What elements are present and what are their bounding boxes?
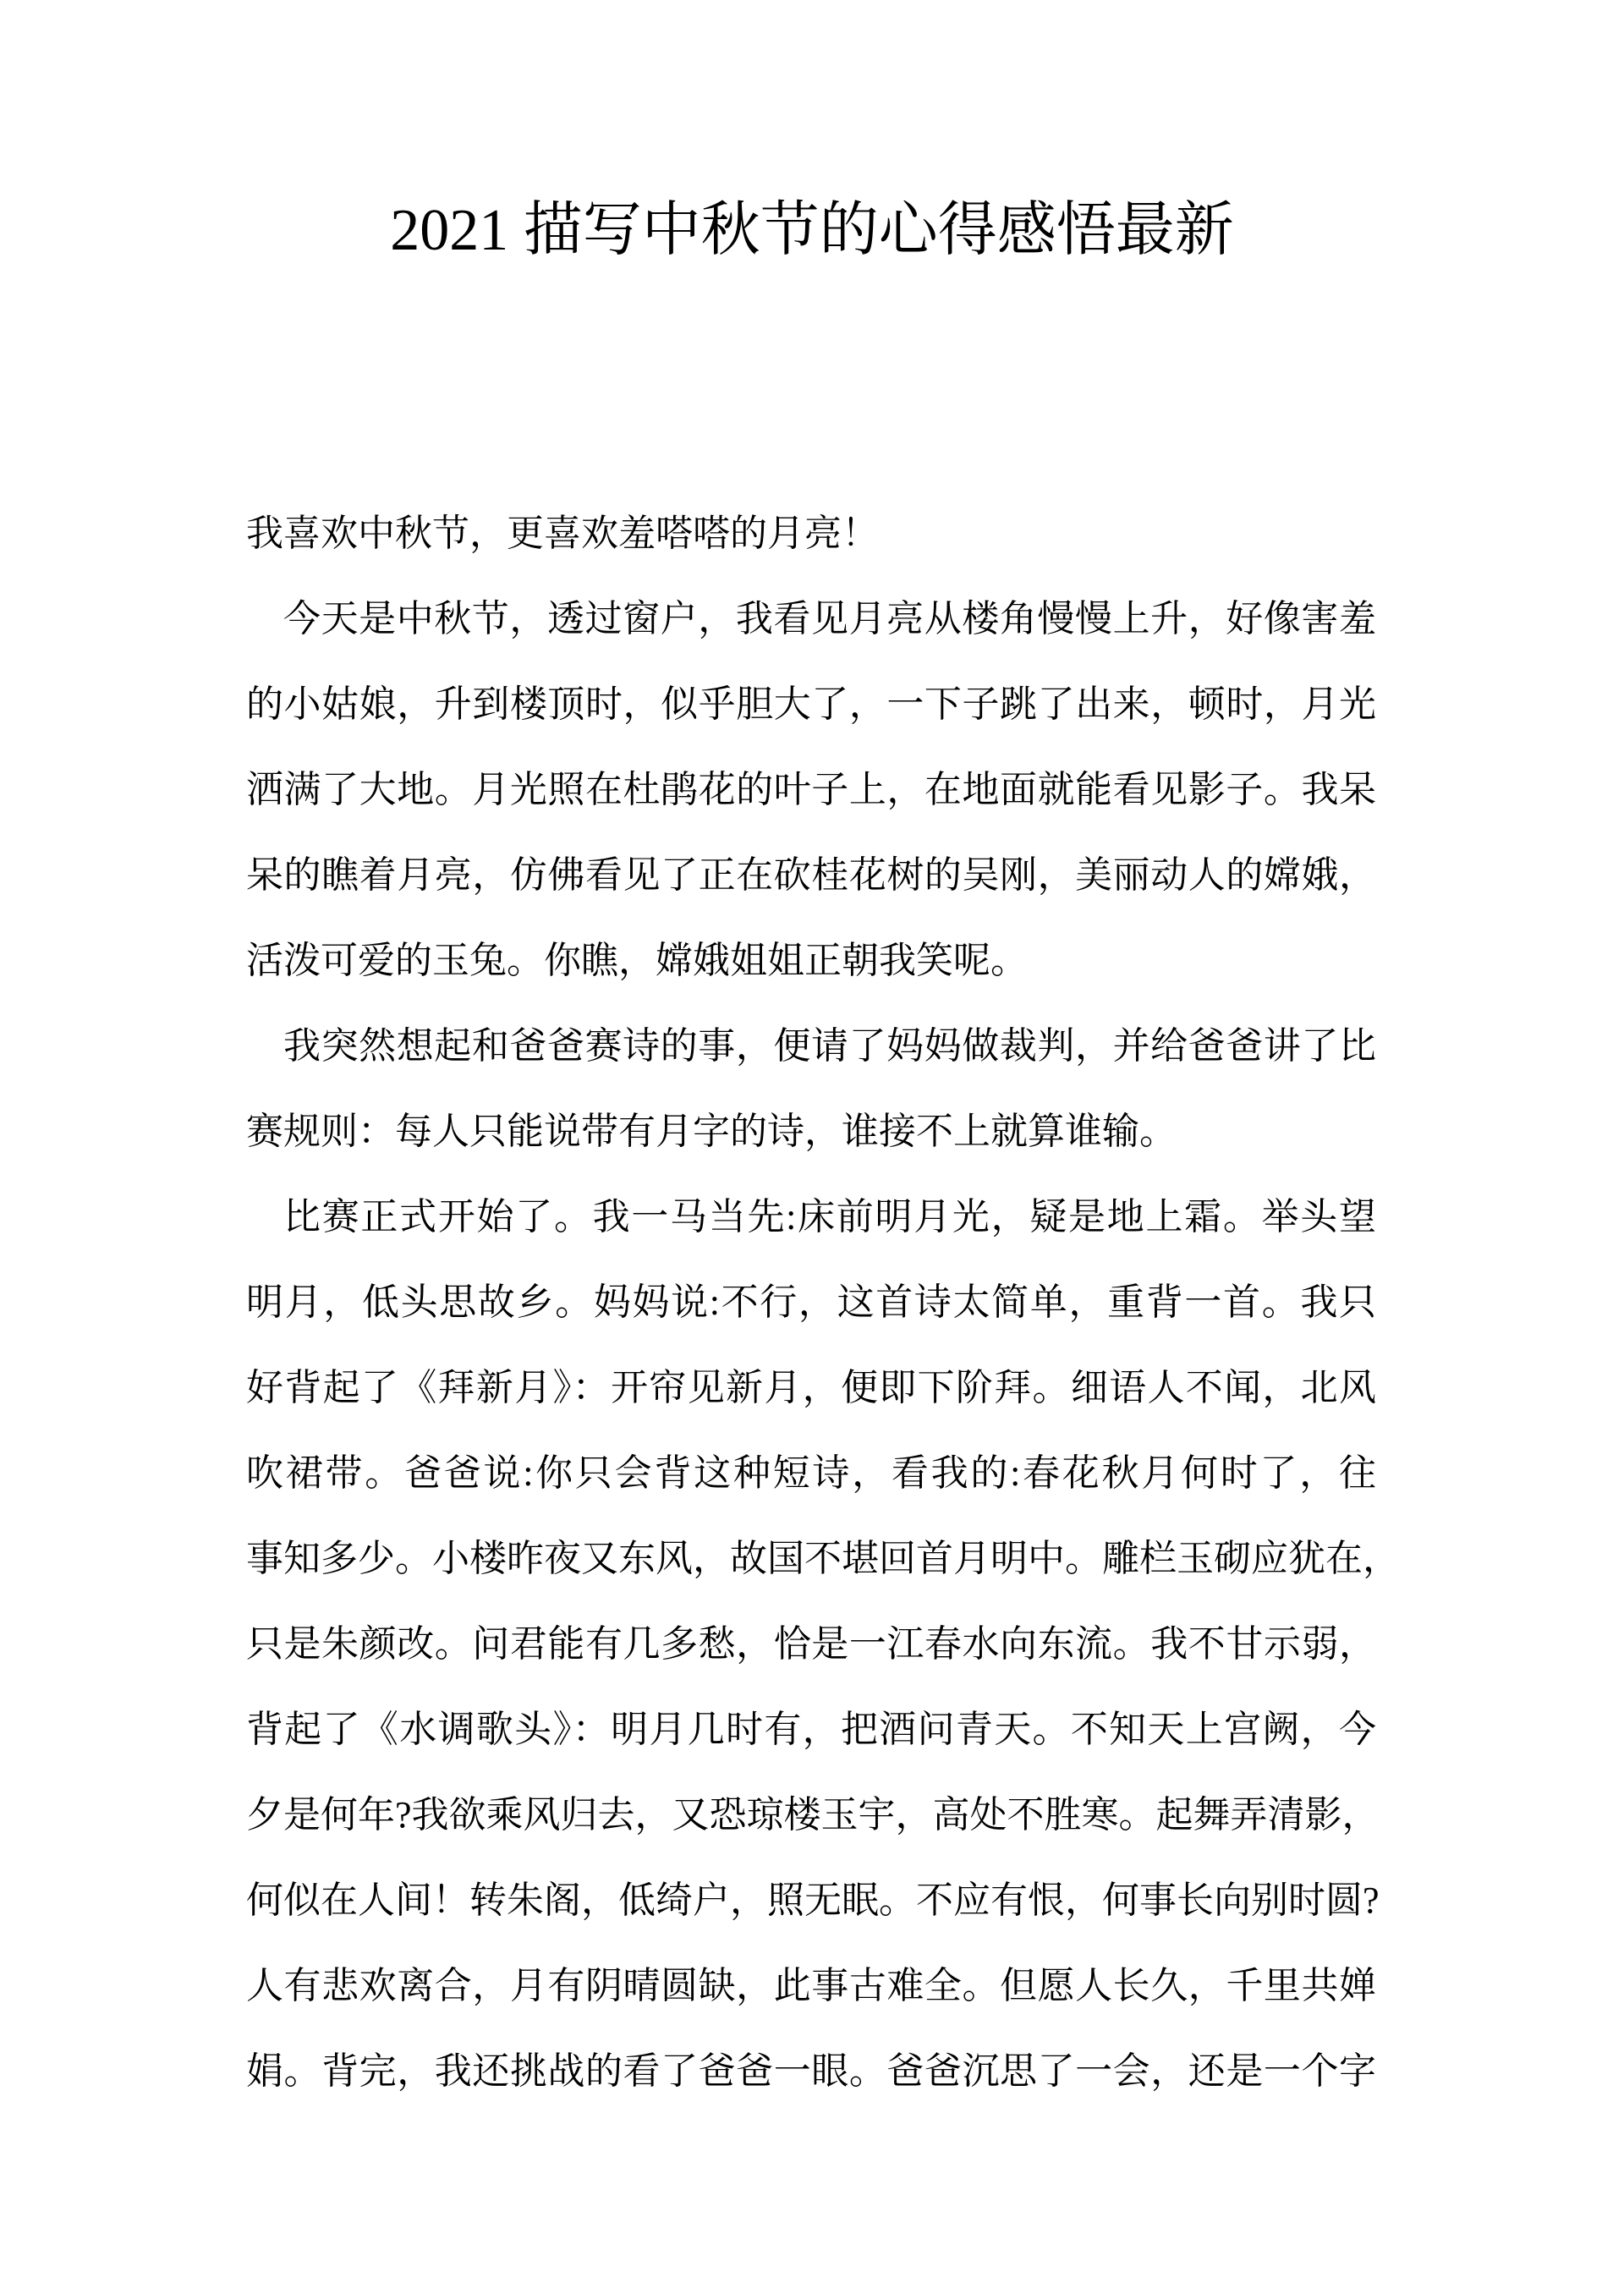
essay-line: 今天是中秋节，透过窗户，我看见月亮从楼角慢慢上升，好像害羞 — [283, 598, 1376, 639]
essay-line: 明月，低头思故乡。妈妈说:不行，这首诗太简单，重背一首。我只 — [246, 1281, 1376, 1323]
essay-line: 只是朱颜改。问君能有几多愁，恰是一江春水向东流。我不甘示弱， — [246, 1623, 1376, 1665]
essay-line: 何似在人间！转朱阁，低绮户，照无眠。不应有恨，何事长向别时圆? — [246, 1880, 1380, 1921]
essay-line: 娟。背完，我还挑战的看了爸爸一眼。爸爸沉思了一会，还是一个字 — [246, 2050, 1376, 2092]
essay-line: 活泼可爱的玉兔。你瞧，嫦娥姐姐正朝我笑呢。 — [246, 940, 1028, 981]
essay-line: 呆的瞧着月亮，仿佛看见了正在砍桂花树的吴刚，美丽动人的嫦娥， — [246, 854, 1376, 896]
essay-line: 的小姑娘，升到楼顶时，似乎胆大了，一下子跳了出来，顿时，月光 — [246, 683, 1376, 725]
essay-line: 赛规则：每人只能说带有月字的诗，谁接不上就算谁输。 — [246, 1111, 1177, 1152]
essay-line: 洒满了大地。月光照在杜鹃花的叶子上，在地面就能看见影子。我呆 — [246, 769, 1376, 810]
document-title: 2021 描写中秋节的心得感悟最新 — [390, 198, 1234, 263]
essay-line: 我突然想起和爸爸赛诗的事，便请了妈妈做裁判，并给爸爸讲了比 — [283, 1025, 1376, 1067]
essay-line: 背起了《水调歌头》：明月几时有，把酒问青天。不知天上宫阙，今 — [246, 1709, 1376, 1750]
essay-line: 人有悲欢离合，月有阴晴圆缺，此事古难全。但愿人长久，千里共婵 — [246, 1965, 1376, 2006]
essay-line: 好背起了《拜新月》：开帘见新月，便即下阶拜。细语人不闻，北风 — [246, 1367, 1376, 1408]
essay-line: 我喜欢中秋节，更喜欢羞嗒嗒的月亮！ — [246, 513, 879, 554]
essay-line: 吹裙带。爸爸说:你只会背这种短诗，看我的:春花秋月何时了，往 — [246, 1452, 1376, 1494]
essay-line: 比赛正式开始了。我一马当先:床前明月光，疑是地上霜。举头望 — [283, 1196, 1376, 1238]
essay-line: 事知多少。小楼昨夜又东风，故国不堪回首月明中。雕栏玉砌应犹在， — [246, 1538, 1400, 1579]
essay-line: 夕是何年?我欲乘风归去，又恐琼楼玉宇，高处不胜寒。起舞弄清影， — [246, 1794, 1380, 1836]
document-body — [246, 491, 1400, 2114]
